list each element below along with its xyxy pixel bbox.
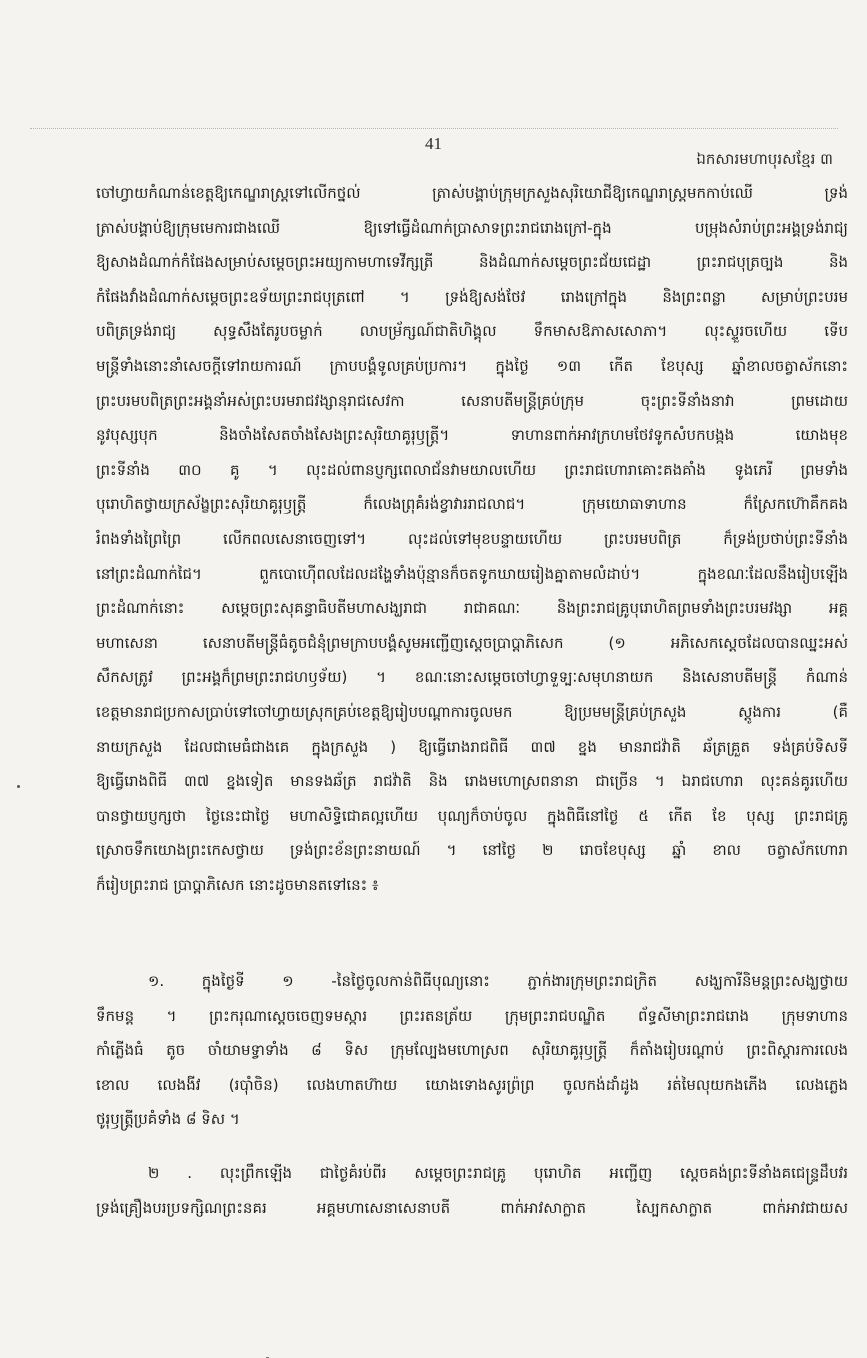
text-line: បពិត្រទ្រង់រាជ្យ សុទ្ធសឹងតែរូបចម្លាក់ លាបម្រ័ក្សណ៍ជាតិហិង្គុល ទឹកមាសឱភាសសោភា។ លុះស្ទួរចហើយ ទើប — [96, 322, 848, 341]
text-line: ព្រះដំណាក់នោះ សម្តេចព្រះសុគន្ធាធិបតីមហាសង្ឃរាជា រាជាគណៈ និងព្រះរាជគ្រូបុរោហិតព្រមទាំងព្រះបរមវង្សា អគ្គ — [96, 599, 848, 618]
text-line: រំពងទាំងព្រៃព្រៃ លើកពលសេនាចេញទៅ។ លុះដល់ទៅមុខបន្ទាយហើយ ព្រះបរមបពិត្រ ក៏ទ្រង់ប្រថាប់ព្រះទីនាំង — [96, 530, 848, 548]
text-line: ចៅហ្វាយកំណាន់ខេត្តឱ្យកេណ្ឌរាស្ត្រទៅលើកថ្នល់ ត្រាស់បង្គាប់ក្រុមក្រសួងសុរិយោជីឱ្យកេណ្ឌរាស្ត្រមកកាប់ឈើ ទ្រង់ — [96, 184, 848, 202]
text-line: ស្រោចទឹកយោងព្រះកេសថ្វាយ ទ្រង់ព្រះខ័នព្រះនាយណ៍ ។ នៅថ្ងៃ ២ រោចខែបុស្ស ឆ្នាំ ខាល ចត្វាស័កហោរា — [96, 841, 848, 860]
text-line: បុរោហិតថ្វាយក្រស័ង្ខព្រះសុរិយាគូរុឫត្រ្តី ក៏លេងព្រុគំរង់ខ្វាវាររាជលាជ។ ក្រុមយោធាទាហាន ក៏ស្រែកហ៊ោគឹកគង — [96, 495, 848, 514]
text-line: កំផែងវាំងដំណាក់សម្តេចព្រះឧទ័យព្រះរាជបុត្រពៅ ។ ទ្រង់ឱ្យសង់ថែវ រោងក្រៅក្នុង និងព្រះពន្លា សម្រាប់ព្រះបរម — [96, 287, 848, 306]
text-line: ឱ្យសាងដំណាក់កំផែងសម្រាប់សម្តេចព្រះអយ្យកាមហាទេវីក្សត្រី និងដំណាក់សម្តេចព្រះជ័យជេដ្ឋា ព្រះរាជបុត្រច្បង និង — [96, 253, 848, 272]
text-line: ទ្រង់គ្រឿងបរប្រទក្សិណព្រះនគរ អគ្គមហាសេនាសេនាបតី ពាក់អាវសាក្លាត ស្បៃកសាក្លាត ពាក់អាវជាយស — [96, 1198, 848, 1217]
text-line: ខេត្តមានរាជប្រកាសប្រាប់ទៅចៅហ្វាយស្រុកគ្រប់ខេត្តឱ្យរៀបបណ្តាការចូលមក ឱ្យប្រមមន្ត្រីគ្រប់ក្រសួង ស្តូងការ (គឺ — [96, 703, 848, 721]
text-line: ក៏រៀបព្រះរាជ ប្រាប្តាភិសេក នោះដូចមានតទៅនេះ ៖ — [96, 876, 379, 894]
text-line: ខោល លេងងីវ (រប៉ាំចិន) លេងហាតហ៊ាយ យោងទោងសូរព្រ៉ព្រ ចូលកង់ដាំដូង រត់មៃលុយកងភើង លេងភ្លេង — [96, 1075, 848, 1094]
text-line: នៅព្រះដំណាក់ជៃ។ ពួកបោហ៊ើពលដែលដង្ហែទាំងប៉ុន្មានក៏ចតទូកឃាយរៀងគ្នាតាមលំដាប់។ ក្នុងខណៈដែលនឹងរៀបឡើង — [96, 564, 848, 583]
text-line: ១. ក្នុងថ្ងៃទី ១ -នៃថ្ងៃចូលកាន់ពិធីបុណ្យនោះ ភ្ជាក់ងារក្រុមព្រះរាជក្រិត សង្ឃការីនិមន្តព្រះសង្ឃថ្វាយ — [148, 972, 848, 990]
page-number: 41 — [425, 134, 442, 153]
running-header: ឯកសារមហាបុរសខ្មែរ ៣ — [696, 150, 833, 168]
text-line: បានថ្វាយប្ញក្សថា ថ្ងៃនេះជាថ្ងៃ មហាសិទ្ធិជោគល្អហើយ បុណ្យក៏ចាប់ចូល ក្នុងពិធីនៅថ្ងៃ ៥ កើត ខែ បុស្ស ព្រះរាជគ្រូ — [96, 806, 848, 825]
text-line: ត្រាស់បង្គាប់ឱ្យក្រុមមេការជាងឈើ ឱ្យទៅធ្វើដំណាក់ប្រាសាទព្រះរាជរោងក្រៅ-ក្នុង បម្រុងសំរាប់ព្រះអង្គទ្រង់រាជ្យ — [96, 218, 848, 237]
text-line: មហាសេនា សេនាបតីមន្ត្រីធំតូចជំនុំព្រមក្រាបបង្គំសូមអញ្ជើញស្តេចប្រាប្តាភិសេក (១ អភិសេកស្តេចដែលបានឈ្នះអស់ — [96, 633, 848, 652]
text-line: នូវបុស្សបុក និងចាំងសែតចាំងសែងព្រះសុរិយាគូរុឫត្រ្តី។ ទាហានពាក់អាវក្រហមថែវទូកសំបកបង្កង យោងមុខ — [96, 426, 848, 445]
text-line: កាំភ្លើងធំ តូច ចាំយាមទ្វាទាំង ៨ ទិស ក្រុមល្បែងមហោស្រព សុរិយាគូរុឫត្រ្តី ក៏តាំងរៀបរណ្តាប់ ព្រះពិស្តារការលេង — [96, 1041, 848, 1060]
text-line: ថូរុឫត្រ្តីប្រគំទាំង ៨ ទិស ។ — [96, 1110, 240, 1129]
text-line: ព្រះបរមបពិត្រព្រះអង្គនាំអស់ព្រះបរមរាជវង្សានុរាជសេវកា សេនាបតីមន្ត្រីគ្រប់ក្រុម ចុះព្រះទីនាំងនាវា ព្រមដោយ — [96, 391, 848, 410]
scan-speck — [17, 785, 20, 788]
text-line: ឱ្យធ្វើរោងពិធី ៣៧ ខ្នងទៀត មានទងឆ័ត្រ រាជវ៉ាតិ និង រោងមហោស្រពនានា ជាច្រើន ។ ឯរាជហោរា លុះគន់គូរហើយ — [96, 772, 848, 791]
text-line: ទឹកមន្ត ។ ព្រះករុណាស្តេចចេញទមស្ការ ព្រះរតនត្រ័យ ក្រុមព្រះរាជបណ្ឌិត ព័ទ្ធសីមាព្រះរាជរោង ក្រុមទាហាន — [96, 1006, 848, 1025]
text-line: នាយក្រសួង ដែលជាមេធំជាងគេ ក្នុងក្រសួង ) ឱ្យធ្វើរោងរាជពិធី ៣៧ ខ្នង មានរាជវ៉ាតិ ឆ័ត្រគ្រួត ទង់គ្រប់ទិសទី — [96, 737, 848, 756]
text-line: ព្រះទីនាំង ៣០ គូ ។ លុះដល់ពានប្ញក្សពេលាជ័នវាមយាលហើយ ព្រះរាជហោរាគោះគងគាំង ទូងភេរី ព្រមទាំង — [96, 460, 848, 479]
body-text — [96, 0, 848, 1358]
text-line: មន្ត្រីទាំងនោះនាំសេចក្តីទៅរាយការណ៍ ក្រាបបង្គំទូលគ្រប់ប្រការ។ ក្នុងថ្ងៃ ១៣ កើត ខែបុស្ស ឆ្នាំខាលចត្វាស័កនោះ — [96, 357, 848, 375]
text-line: សឹកសត្រូវ ព្រះអង្គក៏ព្រមព្រះរាជហឫទ័យ) ។ ខណៈនោះសម្តេចចៅហ្វាទួទ្បៈសមុហនាយក និងសេនាបតីមន្ត្រី កំណាន់ — [96, 668, 848, 687]
text-line: ២ . លុះព្រឹកឡើង ជាថ្ងៃគំរប់ពីរ សម្តេចព្រះរាជគ្រូ បុរោហិត អញ្ជើញ ស្តេចគង់ព្រះទីនាំងគជេន្ទ្រដឹបវរ — [148, 1164, 848, 1182]
